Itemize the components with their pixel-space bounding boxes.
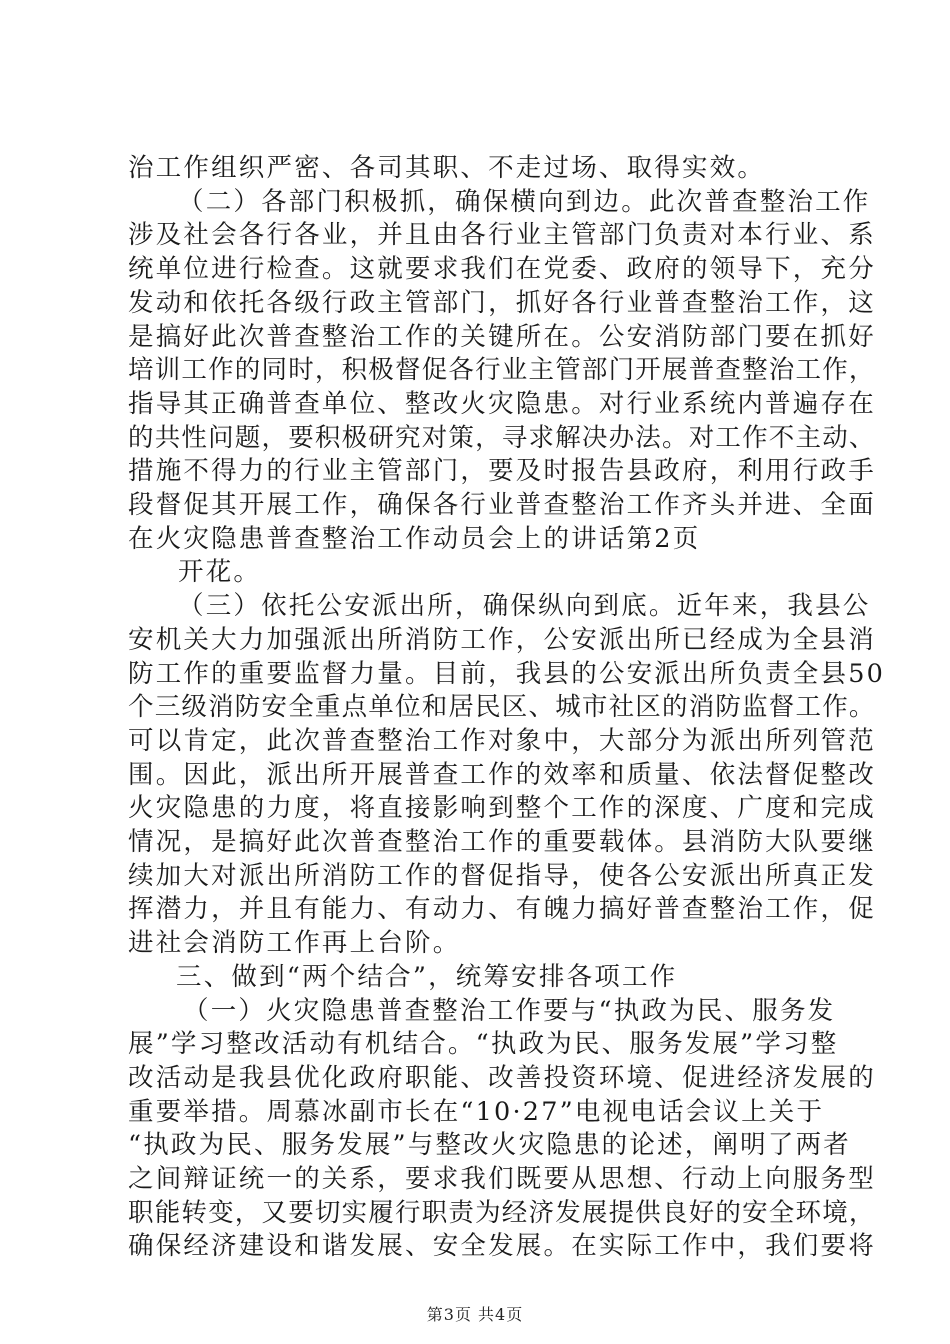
text-line: 展”学习整改活动有机结合。“执政为民、服务发展”学习整 [128,1029,839,1060]
text-line: （二）各部门积极抓，确保横向到边。此次普查整治工作 [178,186,871,217]
text-line: 重要举措。周慕冰副市长在“10·27”电视电话会议上关于 [128,1096,825,1127]
text-line: 续加大对派出所消防工作的督促指导，使各公安派出所真正发 [128,860,876,891]
text-line: 火灾隐患的力度，将直接影响到整个工作的深度、广度和完成 [128,793,876,824]
text-line: 确保经济建设和谐发展、安全发展。在实际工作中，我们要将 [128,1231,876,1262]
text-line: 可以肯定，此次普查整治工作对象中，大部分为派出所列管范 [128,725,876,756]
text-line: 围。因此，派出所开展普查工作的效率和质量、依法督促整改 [128,759,876,790]
text-line: 防工作的重要监督力量。目前，我县的公安派出所负责全县50 [128,658,886,689]
text-line: 培训工作的同时，积极督促各行业主管部门开展普查整治工作， [128,355,876,386]
text-line: 涉及社会各行各业，并且由各行业主管部门负责对本行业、系 [128,220,876,251]
page-footer: 第3页 共4页 [426,1305,524,1324]
text-line: 发动和依托各级行政主管部门，抓好各行业普查整治工作，这 [128,287,876,318]
text-line: 改活动是我县优化政府职能、改善投资环境、促进经济发展的 [128,1062,876,1093]
text-line: 的共性问题，要积极研究对策，寻求解决办法。对工作不主动、 [128,422,876,453]
text-line: 个三级消防安全重点单位和居民区、城市社区的消防监督工作。 [128,692,876,723]
text-line: 职能转变，又要切实履行职责为经济发展提供良好的安全环境， [128,1197,876,1228]
text-line: 挥潜力，并且有能力、有动力、有魄力搞好普查整治工作，促 [128,894,876,925]
text-line: 之间辩证统一的关系，要求我们既要从思想、行动上向服务型 [128,1164,876,1194]
text-line: 进社会消防工作再上台阶。 [128,928,461,959]
text-line: 三、做到“两个结合”，统筹安排各项工作 [176,961,678,992]
text-line: “执政为民、服务发展”与整改火灾隐患的论述，阐明了两者 [128,1130,851,1161]
text-line: （一）火灾隐患普查整治工作要与“执政为民、服务发 [183,995,836,1026]
text-line: 是搞好此次普查整治工作的关键所在。公安消防部门要在抓好 [128,321,876,352]
text-line: （三）依托公安派出所，确保纵向到底。近年来，我县公 [178,591,871,622]
text-line: 开花。 [178,557,262,588]
text-line: 安机关大力加强派出所消防工作，公安派出所已经成为全县消 [128,624,876,655]
text-line: 段督促其开展工作，确保各行业普查整治工作齐头并进、全面 [128,490,876,520]
text-line: 指导其正确普查单位、整改火灾隐患。对行业系统内普遍存在 [128,388,876,419]
text-line: 在火灾隐患普查整治工作动员会上的讲话第2页 [128,523,701,554]
text-line: 情况，是搞好此次普查整治工作的重要载体。县消防大队要继 [128,827,876,857]
text-line: 统单位进行检查。这就要求我们在党委、政府的领导下，充分 [128,254,876,285]
text-line: 措施不得力的行业主管部门，要及时报告县政府，利用行政手 [128,456,876,487]
text-line: 治工作组织严密、各司其职、不走过场、取得实效。 [128,153,766,183]
